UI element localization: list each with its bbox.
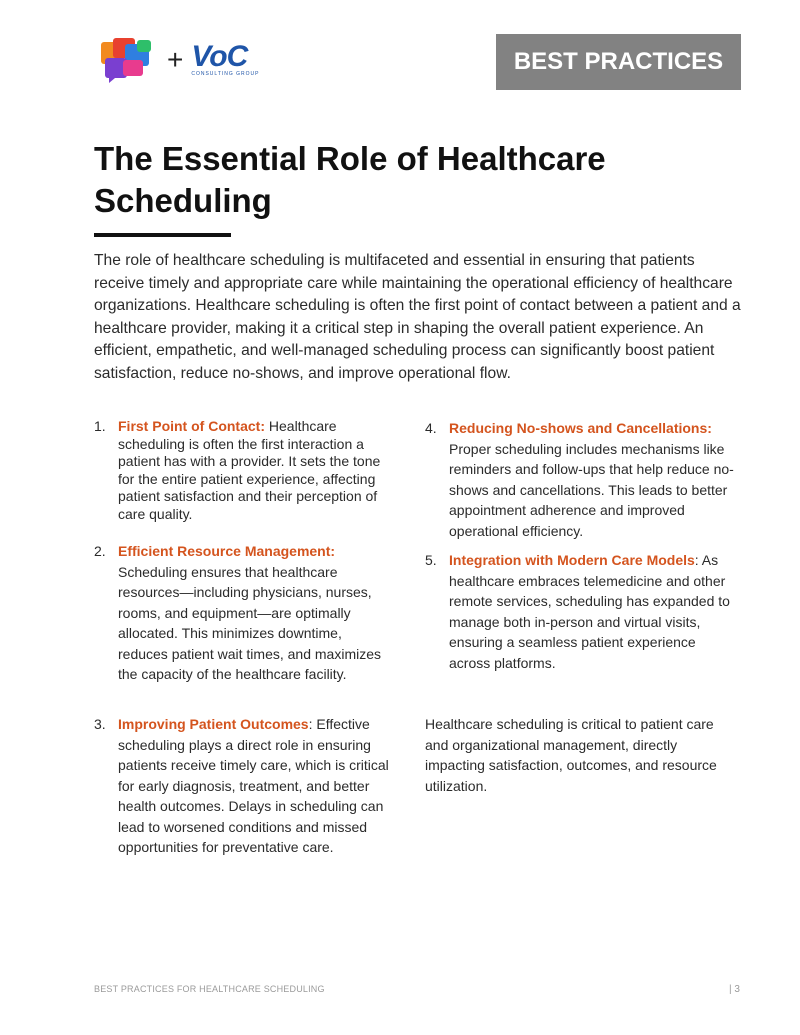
list-item <box>425 418 740 541</box>
item-body <box>118 418 394 523</box>
item-text: Proper scheduling includes mechanisms like reminders and follow-ups that help reduce no-shows and cancellations. This leads to better appointment adherence and improved operational efficiency. <box>449 440 734 539</box>
chat-bubbles-logo <box>97 36 157 84</box>
item-heading: Integration with Modern Care Models <box>449 552 695 568</box>
item-heading: Improving Patient Outcomes <box>118 716 309 732</box>
page-title: The Essential Role of Healthcare Scheduling <box>94 140 606 219</box>
item-body <box>118 714 394 858</box>
partner-logo-subtext: CONSULTING GROUP <box>191 71 260 77</box>
item-number: 1. <box>94 418 106 434</box>
plus-sign: + <box>167 44 184 75</box>
list-item <box>94 714 394 858</box>
footer-title: BEST PRACTICES FOR HEALTHCARE SCHEDULING <box>94 984 325 994</box>
list-item <box>94 418 394 523</box>
item-heading: First Point of Contact: <box>118 418 265 434</box>
header-logos <box>97 36 260 84</box>
page-number: | 3 <box>729 984 740 995</box>
intro-paragraph: The role of healthcare scheduling is multifaceted and essential in ensuring that patients receive timely and appropriate care while maintaining the operational efficiency of healthcare organizations. Healthcare scheduling is often the first point of contact between a patient and a healthcare provider, making it a critical step in shaping the overall patient experience. An efficient, empathetic, and well-managed scheduling process can significantly boost patient satisfaction, reduce no-shows, and improve operational flow. <box>94 252 741 382</box>
item-number: 4. <box>425 420 437 436</box>
item-text: : Effective scheduling plays a direct role in ensuring patients receive timely care, which is critical for early diagnosis, treatment, and better health outcomes. Delays in scheduling can lead to worsened conditions and missed opportunities for preventative care. <box>118 716 389 855</box>
partner-logo <box>191 40 260 77</box>
closing-paragraph: Healthcare scheduling is critical to patient care and organizational management, directly impacting satisfaction, outcomes, and resource utilization. <box>425 716 717 794</box>
item-body <box>449 550 740 673</box>
item-text: Healthcare scheduling is often the first interaction a patient has with a provider. It sets the tone for the entire patient experience, affecting patient satisfaction and their perception of care quality. <box>118 418 381 522</box>
item-text: : As healthcare embraces telemedicine and other remote services, scheduling has expanded to manage both in-person and virtual visits, ensuring a seamless patient experience across platforms. <box>449 552 730 671</box>
item-body <box>449 418 740 541</box>
item-heading: Reducing No-shows and Cancellations: <box>449 420 712 436</box>
item-number: 2. <box>94 543 106 559</box>
list-item <box>425 550 740 673</box>
title-underline <box>94 233 231 237</box>
item-number: 5. <box>425 552 437 568</box>
list-item <box>94 541 394 685</box>
item-heading: Efficient Resource Management: <box>118 543 336 559</box>
section-badge: BEST PRACTICES <box>496 34 741 90</box>
item-number: 3. <box>94 716 106 732</box>
partner-logo-text: VoC <box>191 40 248 73</box>
item-text: Scheduling ensures that healthcare resources—including physicians, nurses, rooms, and equipment—are optimally allocated. This minimizes downtime, reduces patient wait times, and maximizes the capacity of the healthcare facility. <box>118 563 381 682</box>
item-body <box>118 541 394 685</box>
